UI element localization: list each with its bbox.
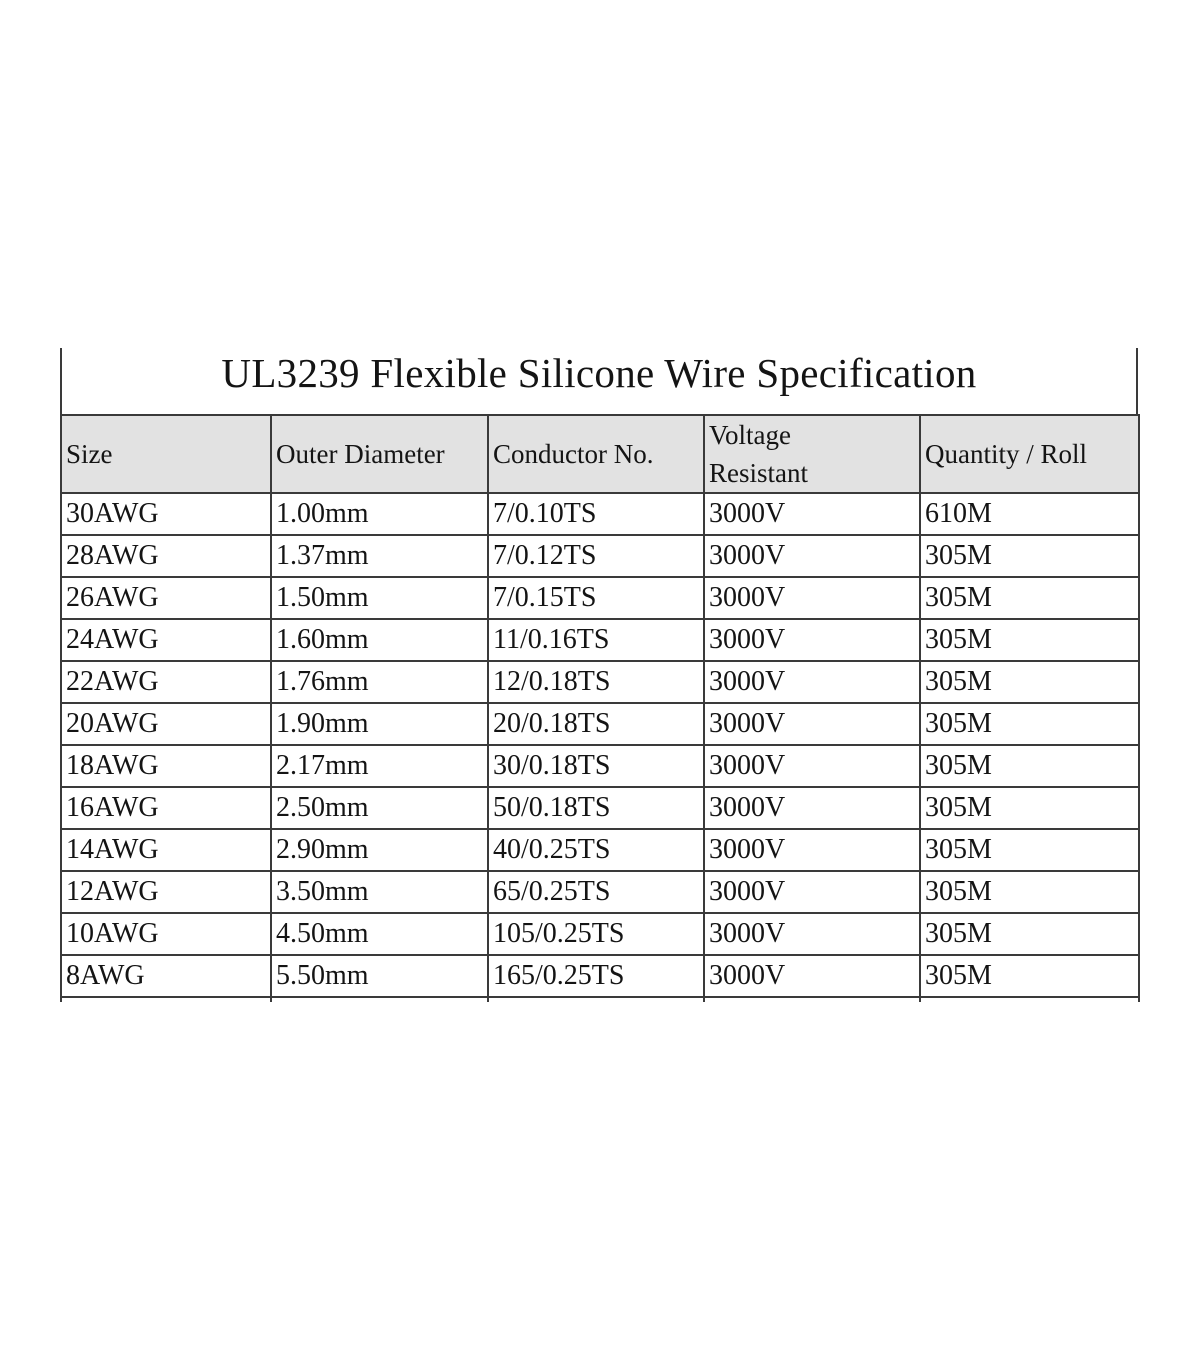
cell-conductor-no: 30/0.18TS xyxy=(488,745,704,787)
cell-outer-diameter: 2.90mm xyxy=(271,829,488,871)
cell-voltage: 3000V xyxy=(704,493,920,535)
cell-conductor-no: 50/0.18TS xyxy=(488,787,704,829)
cell-size: 10AWG xyxy=(61,913,271,955)
cell-outer-diameter: 5.50mm xyxy=(271,955,488,997)
cell-quantity: 305M xyxy=(920,535,1139,577)
tail-cell xyxy=(61,997,271,1002)
cell-voltage: 3000V xyxy=(704,829,920,871)
cell-outer-diameter: 1.76mm xyxy=(271,661,488,703)
cell-voltage: 3000V xyxy=(704,955,920,997)
header-conductor-no: Conductor No. xyxy=(488,415,704,493)
cell-voltage: 3000V xyxy=(704,619,920,661)
cell-voltage: 3000V xyxy=(704,661,920,703)
cell-outer-diameter: 2.50mm xyxy=(271,787,488,829)
table-tail-strip xyxy=(61,997,1139,1002)
cell-quantity: 305M xyxy=(920,787,1139,829)
table-row xyxy=(61,913,1139,955)
table-row xyxy=(61,829,1139,871)
cell-quantity: 305M xyxy=(920,703,1139,745)
cell-outer-diameter: 3.50mm xyxy=(271,871,488,913)
cell-size: 12AWG xyxy=(61,871,271,913)
cell-outer-diameter: 1.00mm xyxy=(271,493,488,535)
tail-cell xyxy=(920,997,1139,1002)
cell-conductor-no: 65/0.25TS xyxy=(488,871,704,913)
cell-quantity: 305M xyxy=(920,619,1139,661)
cell-quantity: 610M xyxy=(920,493,1139,535)
header-voltage-resistant xyxy=(704,415,920,493)
cell-size: 8AWG xyxy=(61,955,271,997)
tail-cell xyxy=(704,997,920,1002)
cell-size: 20AWG xyxy=(61,703,271,745)
tail-cell xyxy=(488,997,704,1002)
cell-voltage: 3000V xyxy=(704,577,920,619)
cell-quantity: 305M xyxy=(920,913,1139,955)
table-row xyxy=(61,955,1139,997)
cell-size: 24AWG xyxy=(61,619,271,661)
cell-voltage: 3000V xyxy=(704,703,920,745)
spec-table xyxy=(60,414,1140,1002)
table-row xyxy=(61,577,1139,619)
cell-voltage: 3000V xyxy=(704,745,920,787)
cell-voltage: 3000V xyxy=(704,913,920,955)
table-row xyxy=(61,493,1139,535)
table-row xyxy=(61,535,1139,577)
cell-voltage: 3000V xyxy=(704,535,920,577)
table-header-row xyxy=(61,415,1139,493)
cell-outer-diameter: 1.90mm xyxy=(271,703,488,745)
header-size: Size xyxy=(61,415,271,493)
cell-outer-diameter: 1.60mm xyxy=(271,619,488,661)
cell-quantity: 305M xyxy=(920,829,1139,871)
cell-conductor-no: 105/0.25TS xyxy=(488,913,704,955)
header-voltage-line1: Voltage xyxy=(709,420,791,450)
cell-quantity: 305M xyxy=(920,871,1139,913)
table-row xyxy=(61,787,1139,829)
cell-outer-diameter: 2.17mm xyxy=(271,745,488,787)
table-row xyxy=(61,661,1139,703)
header-voltage-line2: Resistant xyxy=(709,458,808,488)
cell-conductor-no: 7/0.15TS xyxy=(488,577,704,619)
cell-outer-diameter: 1.37mm xyxy=(271,535,488,577)
title-box xyxy=(60,348,1138,414)
cell-quantity: 305M xyxy=(920,955,1139,997)
cell-outer-diameter: 4.50mm xyxy=(271,913,488,955)
table-row xyxy=(61,619,1139,661)
cell-size: 18AWG xyxy=(61,745,271,787)
cell-conductor-no: 165/0.25TS xyxy=(488,955,704,997)
cell-conductor-no: 7/0.12TS xyxy=(488,535,704,577)
cell-size: 16AWG xyxy=(61,787,271,829)
cell-conductor-no: 7/0.10TS xyxy=(488,493,704,535)
cell-conductor-no: 40/0.25TS xyxy=(488,829,704,871)
cell-quantity: 305M xyxy=(920,661,1139,703)
cell-outer-diameter: 1.50mm xyxy=(271,577,488,619)
cell-conductor-no: 11/0.16TS xyxy=(488,619,704,661)
cell-conductor-no: 12/0.18TS xyxy=(488,661,704,703)
cell-quantity: 305M xyxy=(920,745,1139,787)
page-title: UL3239 Flexible Silicone Wire Specification xyxy=(221,350,977,396)
cell-quantity: 305M xyxy=(920,577,1139,619)
tail-cell xyxy=(271,997,488,1002)
table-row xyxy=(61,871,1139,913)
cell-size: 14AWG xyxy=(61,829,271,871)
cell-conductor-no: 20/0.18TS xyxy=(488,703,704,745)
header-quantity-roll: Quantity / Roll xyxy=(920,415,1139,493)
cell-size: 26AWG xyxy=(61,577,271,619)
header-outer-diameter: Outer Diameter xyxy=(271,415,488,493)
table-row xyxy=(61,703,1139,745)
cell-voltage: 3000V xyxy=(704,871,920,913)
table-row xyxy=(61,745,1139,787)
cell-size: 30AWG xyxy=(61,493,271,535)
spec-sheet xyxy=(60,348,1138,1023)
cell-size: 22AWG xyxy=(61,661,271,703)
cell-voltage: 3000V xyxy=(704,787,920,829)
cell-size: 28AWG xyxy=(61,535,271,577)
